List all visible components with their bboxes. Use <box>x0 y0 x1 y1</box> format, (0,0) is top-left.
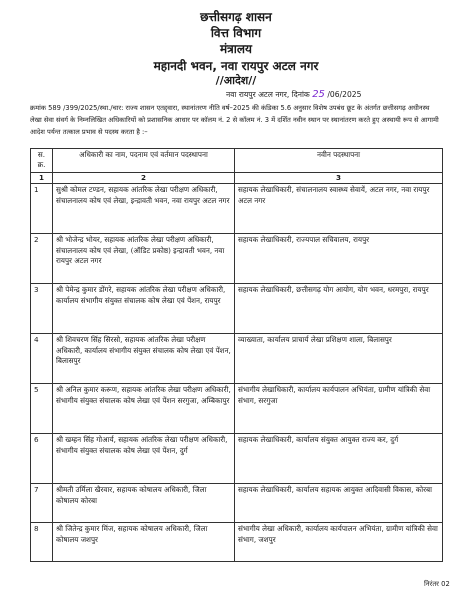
department-name: वित्त विभाग <box>210 26 262 40</box>
officer-current-posting: श्री भोजेन्द्र भोयर, सहायक आंतरिक लेखा परीक्षण अधिकारी, संचालनालय कोष एवं लेखा, (ऑडिट प्रकोष्ठ) इन्द्रावती भवन, नवा रायपुर अटल नगर <box>53 234 235 284</box>
government-name: छत्तीसगढ़ शासन <box>200 10 272 24</box>
header-serial: स. क्र. <box>31 149 53 173</box>
officer-current-posting: श्री शिवचरण सिंह सिरसो, सहायक आंतरिक लेखा परीक्षण अधिकारी, कार्यालय संभागीय संयुक्त संचालक कोष लेखा एवं पेंशन, बिलासपुर <box>53 334 235 384</box>
table-header-row <box>31 149 443 173</box>
serial-number: 8 <box>31 523 53 562</box>
officer-current-posting: श्री खम्हन सिंह गोआर्य, सहायक आंतरिक लेखा परीक्षण अधिकारी, संभागीय संयुक्त संचालक कोष लेखा एवं पेंशन, दुर्ग <box>53 434 235 484</box>
new-posting: संभागीय लेखा अधिकारी, कार्यालय कार्यपालन अभियंता, ग्रामीण यांत्रिकी सेवा संभाग, जशपुर <box>235 523 443 562</box>
officer-current-posting: सुश्री कोमल टण्डन, सहायक आंतरिक लेखा परीक्षण अधिकारी, संचालनालय कोष एवं लेखा, इन्द्रावती भवन, नवा रायपुर अटल नगर <box>53 184 235 234</box>
serial-number: 5 <box>31 384 53 434</box>
dateline-month-year: /06/2025 <box>327 90 362 99</box>
column-number: 2 <box>53 172 235 183</box>
serial-number: 4 <box>31 334 53 384</box>
serial-number: 1 <box>31 184 53 234</box>
new-posting: संभागीय लेखाधिकारी, कार्यालय कार्यपालन अभियंता, ग्रामीण यांत्रिकी सेवा संभाग, सरगुजा <box>235 384 443 434</box>
table-row <box>31 484 443 523</box>
order-reference-paragraph <box>30 102 442 138</box>
table-row <box>31 184 443 234</box>
new-posting: सहायक लेखाधिकारी, छत्तीसगढ़ योग आयोग, योग भवन, धरमपुरा, रायपुर <box>235 284 443 334</box>
order-text: /399/2025/स्था./चार: राज्य शासन एतद्द्वारा, स्थानांतरण नीति वर्ष–2025 की कंडिका 5.6 अनुसार विशेष उपबंध छूट के अंतर्गत छत्तीसगढ़ अधीनस्थ लेखा सेवा संवर्ग के निम्नलिखित अधिकारियों को प्रशासनिक आधार पर कॉलम नं. 2 से कॉलम नं. 3 में दर्शित नवीन स्थान पर स्थानांतरण करते हुए अस्थायी रूप से आगामी आदेश पर्यन्त तत्काल प्रभाव से पदस्थ करता है :– <box>30 104 439 136</box>
new-posting: सहायक लेखाधिकारी, संचालनालय स्वास्थ्य सेवायें, अटल नगर, नवा रायपुर अटल नगर <box>235 184 443 234</box>
column-number: 3 <box>235 172 443 183</box>
office-address: महानदी भवन, नवा रायपुर अटल नगर <box>153 59 319 73</box>
new-posting: व्याख्याता, कार्यालय प्राचार्य लेखा प्रशिक्षण शाला, बिलासपुर <box>235 334 443 384</box>
ministry-name: मंत्रालय <box>219 42 252 56</box>
table-row <box>31 523 443 562</box>
officer-current-posting: श्री पेमेन्द्र कुमार डोंगरे, सहायक आंतरिक लेखा परीक्षण अधिकारी, कार्यालय संभागीय संयुक्त संचालक कोष लेखा एवं पेंशन, रायपुर <box>53 284 235 334</box>
new-posting: सहायक लेखाधिकारी, राज्यपाल सचिवालय, रायपुर <box>235 234 443 284</box>
column-number-row <box>31 172 443 183</box>
order-title: //आदेश// <box>215 74 257 87</box>
order-number-label: क्रमांक <box>30 104 47 112</box>
dateline-day: 25 <box>312 89 325 100</box>
table-row <box>31 434 443 484</box>
officer-current-posting: श्री अनिल कुमार करूण, सहायक आंतरिक लेखा परीक्षण अधिकारी, संभागीय संयुक्त संचालक कोष लेखा एवं पेंशन सरगुजा, अम्बिकापुर <box>53 384 235 434</box>
table-row <box>31 384 443 434</box>
dateline-place: नवा रायपुर अटल नगर, दिनांक <box>226 90 310 99</box>
header-officer: अधिकारी का नाम, पदनाम एवं वर्तमान पदस्थापना <box>53 149 235 173</box>
continued-marker: निरंतर 02 <box>424 580 450 588</box>
officer-current-posting: श्रीमती उर्मिला खैरवार, सहायक कोषालय अधिकारी, जिला कोषालय कोरबा <box>53 484 235 523</box>
officer-current-posting: श्री जितेन्द्र कुमार मिंज, सहायक कोषालय अधिकारी, जिला कोषालय जशपुर <box>53 523 235 562</box>
dateline <box>226 89 361 100</box>
column-number: 1 <box>31 172 53 183</box>
serial-number: 2 <box>31 234 53 284</box>
header-new-posting: नवीन पदस्थापना <box>235 149 443 173</box>
table-row <box>31 234 443 284</box>
table-row <box>31 334 443 384</box>
table-row <box>31 284 443 334</box>
order-number: 589 <box>48 104 61 112</box>
serial-number: 7 <box>31 484 53 523</box>
new-posting: सहायक लेखाधिकारी, कार्यालय संयुक्त आयुक्त राज्य कर, दुर्ग <box>235 434 443 484</box>
transfer-table <box>30 148 443 562</box>
serial-number: 3 <box>31 284 53 334</box>
new-posting: सहायक लेखाधिकारी, कार्यालय सहायक आयुक्त आदिवासी विकास, कोरबा <box>235 484 443 523</box>
serial-number: 6 <box>31 434 53 484</box>
